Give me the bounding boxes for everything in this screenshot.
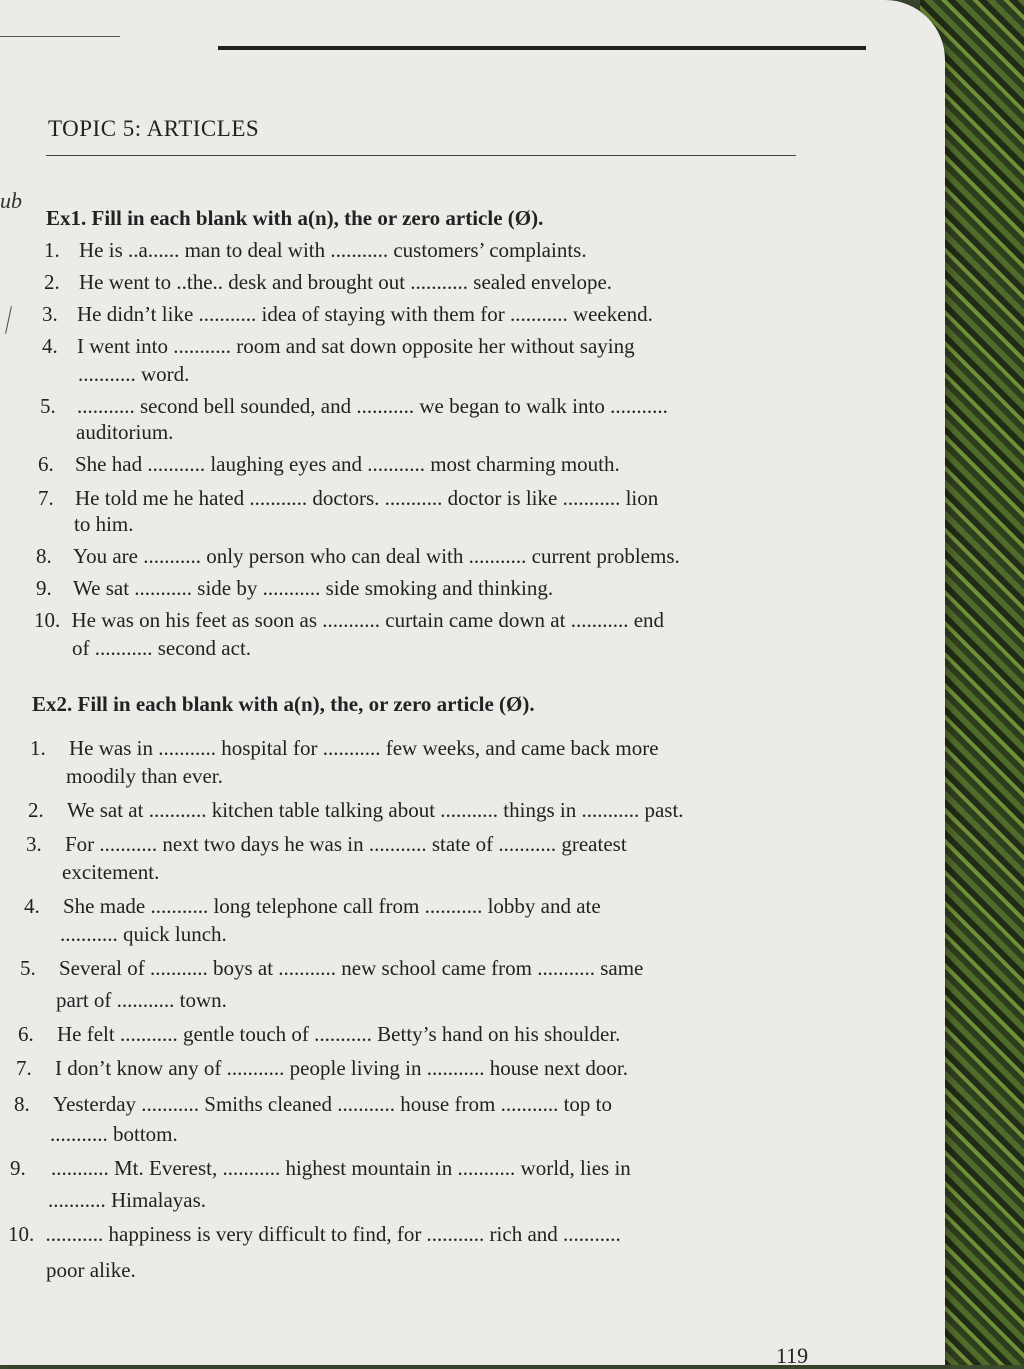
ex2-item-1: [30, 734, 659, 762]
item-number: 6.: [18, 1022, 34, 1046]
handwritten-margin-mark: ub: [0, 188, 22, 213]
item-text: She had ........... laughing eyes and ........... most charming mouth.: [75, 452, 620, 476]
item-text: I went into ........... room and sat down opposite her without saying: [77, 334, 635, 358]
item-text: He told me he hated ........... doctors. ........... doctor is like ........... lion: [75, 486, 659, 510]
ex2-item-2: [28, 796, 684, 824]
ex1-item-5: [40, 392, 668, 420]
item-number: 3.: [26, 832, 42, 856]
item-number: 2.: [44, 270, 60, 294]
item-text: I don’t know any of ........... people living in ........... house next door.: [55, 1056, 628, 1080]
item-number: 7.: [16, 1056, 32, 1080]
item-number: 2.: [28, 798, 44, 822]
item-text: You are ........... only person who can deal with ........... current problems.: [73, 544, 680, 568]
item-text: auditorium.: [76, 420, 174, 444]
ex2-heading: Ex2. Fill in each blank with a(n), the, or zero article (Ø).: [32, 692, 535, 716]
ex2-item-9: [10, 1154, 631, 1182]
item-text: moodily than ever.: [66, 764, 223, 788]
item-text: ........... quick lunch.: [60, 922, 227, 946]
item-number: 5.: [40, 394, 56, 418]
item-text: ........... word.: [78, 362, 190, 386]
ex1-item-5-cont: [76, 418, 173, 446]
item-text: part of ........... town.: [56, 988, 227, 1012]
item-text: He is ..a...... man to deal with ........... customers’ complaints.: [79, 238, 587, 262]
handwritten-tick: [5, 306, 12, 334]
ex1-item-10: [34, 606, 664, 634]
item-number: 9.: [36, 576, 52, 600]
ex1-item-7: [38, 484, 658, 512]
item-number: 1.: [30, 736, 46, 760]
ex1-item-8: [36, 542, 680, 570]
ex1-item-4: [42, 332, 635, 360]
ex2-item-5-cont: [56, 986, 227, 1014]
top-rule: [218, 46, 866, 50]
item-number: 3.: [42, 302, 58, 326]
item-text: ........... happiness is very difficult to find, for ........... rich and ...........: [45, 1222, 621, 1246]
ex1-item-6: [38, 450, 620, 478]
ex1-item-3: [42, 300, 653, 328]
item-number: 8.: [36, 544, 52, 568]
item-number: 10.: [34, 608, 61, 632]
item-text: Several of ........... boys at ........... new school came from ........... same: [59, 956, 644, 980]
item-text: He was on his feet as soon as ........... curtain came down at ........... end: [71, 608, 665, 632]
item-text: He didn’t like ........... idea of staying with them for ........... weekend.: [77, 302, 653, 326]
ex2-item-5: [20, 954, 643, 982]
item-text: He went to ..the.. desk and brought out ........... sealed envelope.: [79, 270, 613, 294]
ex1-item-1: [44, 236, 587, 264]
ex1-item-7-cont: [74, 510, 134, 538]
top-rule-left: [0, 36, 120, 37]
item-number: 8.: [14, 1092, 30, 1116]
item-text: We sat ........... side by ........... side smoking and thinking.: [73, 576, 554, 600]
item-text: poor alike.: [46, 1258, 136, 1282]
ex2-item-10-cont: [46, 1256, 136, 1284]
ex2-item-6: [18, 1020, 620, 1048]
item-number: 9.: [10, 1156, 26, 1180]
page-number: 119: [776, 1343, 809, 1368]
topic-title: TOPIC 5: ARTICLES: [48, 116, 260, 141]
ex2-item-10: [8, 1220, 621, 1248]
ex1-item-9: [36, 574, 553, 602]
ex2-item-8-cont: [50, 1120, 178, 1148]
item-text: ........... Himalayas.: [48, 1188, 207, 1212]
ex2-item-4: [24, 892, 601, 920]
item-number: 4.: [24, 894, 40, 918]
item-number: 10.: [8, 1222, 35, 1246]
item-text: ........... second bell sounded, and ........... we began to walk into ...........: [77, 394, 668, 418]
item-text: We sat at ........... kitchen table talking about ........... things in ........... past.: [67, 798, 684, 822]
ex2-item-9-cont: [48, 1186, 206, 1214]
ex2-item-1-cont: [66, 762, 223, 790]
item-text: For ........... next two days he was in ........... state of ........... greatest: [65, 832, 627, 856]
ex2-item-7: [16, 1054, 628, 1082]
ex2-item-4-cont: [60, 920, 227, 948]
item-text: excitement.: [62, 860, 160, 884]
ex1-item-2: [44, 268, 612, 296]
item-text: to him.: [74, 512, 134, 536]
ex1-item-4-cont: [78, 360, 189, 388]
item-number: 1.: [44, 238, 60, 262]
item-number: 6.: [38, 452, 54, 476]
item-number: 5.: [20, 956, 36, 980]
item-number: 4.: [42, 334, 58, 358]
item-text: He was in ........... hospital for ........... few weeks, and came back more: [69, 736, 659, 760]
item-number: 7.: [38, 486, 54, 510]
item-text: ........... Mt. Everest, ........... highest mountain in ........... world, lies in: [51, 1156, 631, 1180]
ex2-item-3-cont: [62, 858, 159, 886]
item-text: ........... bottom.: [50, 1122, 178, 1146]
topic-underline: [46, 155, 796, 156]
ex2-item-3: [26, 830, 627, 858]
item-text: She made ........... long telephone call from ........... lobby and ate: [63, 894, 601, 918]
item-text: He felt ........... gentle touch of ........... Betty’s hand on his shoulder.: [57, 1022, 621, 1046]
item-text: Yesterday ........... Smiths cleaned ........... house from ........... top to: [53, 1092, 612, 1116]
ex1-heading: Ex1. Fill in each blank with a(n), the or zero article (Ø).: [46, 206, 544, 230]
ex1-item-10-cont: [72, 634, 251, 662]
item-text: of ........... second act.: [72, 636, 252, 660]
ex2-item-8: [14, 1090, 612, 1118]
